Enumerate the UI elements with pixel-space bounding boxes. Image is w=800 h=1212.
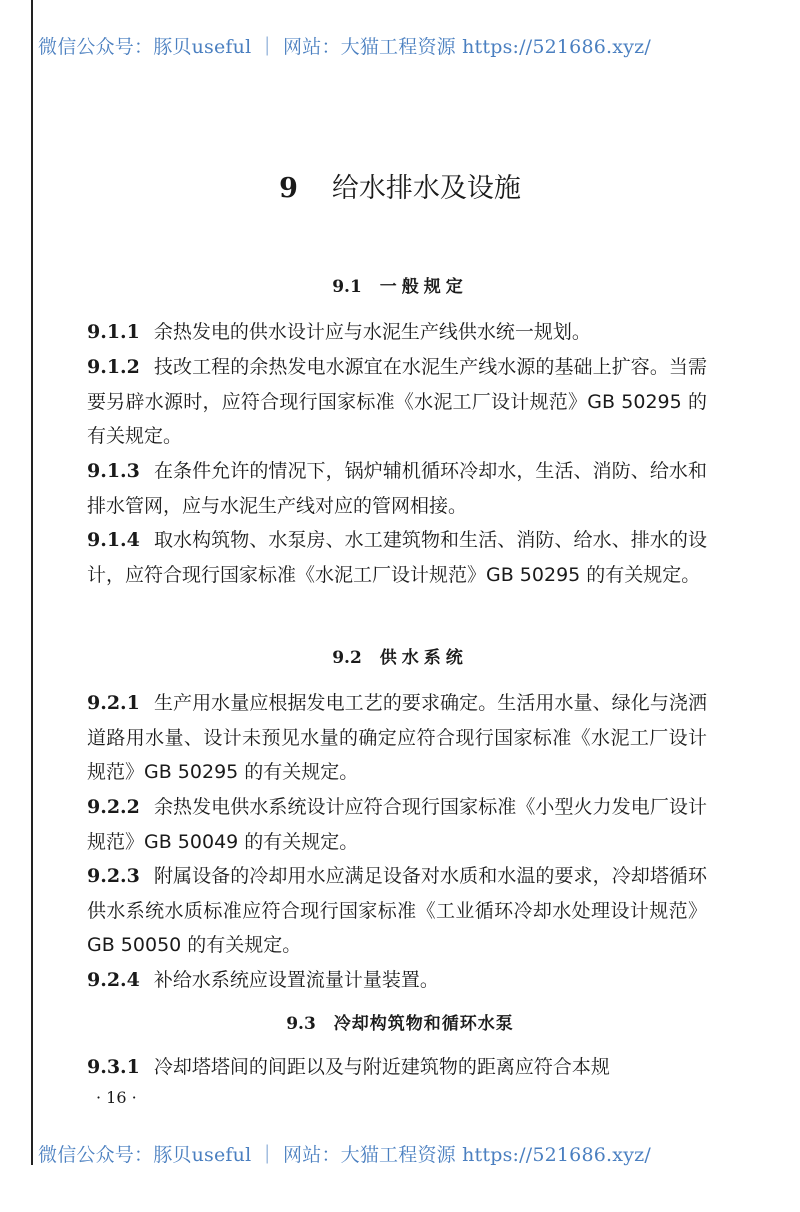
clause-text: 在条件允许的情况下，锅炉辅机循环冷却水，生活、消防、给水和排水管网，应与水泥生产线对应的管网相接。 (87, 460, 707, 517)
chapter-name: 给水排水及设施 (331, 173, 521, 204)
section-number: 9.3 (286, 1014, 316, 1034)
clause-9-3-1 (87, 1050, 707, 1085)
clause-9-1-4 (87, 523, 707, 592)
clause-9-2-1 (87, 686, 707, 790)
clause-text: 余热发电供水系统设计应符合现行国家标准《小型火力发电厂设计规范》GB 50049 的有关规定。 (87, 796, 707, 853)
watermark-top: 微信公众号：豚贝useful ｜ 网站：大猫工程资源 https://521686.xyz/ (38, 36, 651, 58)
page-number: · 16 · (96, 1088, 137, 1107)
clause-text: 余热发电的供水设计应与水泥生产线供水统一规划。 (153, 321, 591, 343)
clause-9-1-3 (87, 454, 707, 523)
clause-number: 9.3.1 (87, 1056, 140, 1078)
clause-text: 生产用水量应根据发电工艺的要求确定。生活用水量、绿化与浇洒道路用水量、设计未预见水量的确定应符合现行国家标准《水泥工厂设计规范》GB 50295 的有关规定。 (87, 692, 707, 783)
clause-9-2-3 (87, 859, 707, 963)
section-name: 冷却构筑物和循环水泵 (333, 1014, 514, 1034)
clause-number: 9.1.1 (87, 321, 140, 343)
clause-number: 9.2.3 (87, 865, 140, 887)
section-name: 供水系统 (379, 648, 468, 668)
clause-number: 9.2.4 (87, 969, 140, 991)
section-number: 9.2 (332, 648, 362, 668)
clause-text: 附属设备的冷却用水应满足设备对水质和水温的要求，冷却塔循环供水系统水质标准应符合现行国家标准《工业循环冷却水处理设计规范》GB 50050 的有关规定。 (87, 865, 707, 956)
clause-number: 9.1.3 (87, 460, 140, 482)
section-title-9-2 (0, 643, 800, 668)
clause-text: 取水构筑物、水泵房、水工建筑物和生活、消防、给水、排水的设计，应符合现行国家标准《水泥工厂设计规范》GB 50295 的有关规定。 (87, 529, 707, 586)
clause-number: 9.1.4 (87, 529, 140, 551)
section-title-9-1 (0, 272, 800, 297)
clause-9-2-2 (87, 790, 707, 859)
section-number: 9.1 (332, 277, 362, 297)
section-name: 一般规定 (379, 277, 468, 297)
clause-number: 9.1.2 (87, 356, 140, 378)
clause-number: 9.2.2 (87, 796, 140, 818)
chapter-title (0, 166, 800, 205)
watermark-bottom: 微信公众号：豚贝useful ｜ 网站：大猫工程资源 https://521686.xyz/ (38, 1144, 651, 1166)
clause-9-2-4 (87, 963, 707, 998)
clause-number: 9.2.1 (87, 692, 140, 714)
clause-text: 补给水系统应设置流量计量装置。 (153, 969, 439, 991)
clause-9-1-1 (87, 315, 707, 350)
section-title-9-3 (0, 1009, 800, 1034)
clause-9-1-2 (87, 350, 707, 454)
clause-text: 技改工程的余热发电水源宜在水泥生产线水源的基础上扩容。当需要另辟水源时，应符合现行国家标准《水泥工厂设计规范》GB 50295 的有关规定。 (87, 356, 707, 447)
chapter-number: 9 (279, 173, 298, 204)
clause-text: 冷却塔塔间的间距以及与附近建筑物的距离应符合本规 (153, 1056, 610, 1078)
